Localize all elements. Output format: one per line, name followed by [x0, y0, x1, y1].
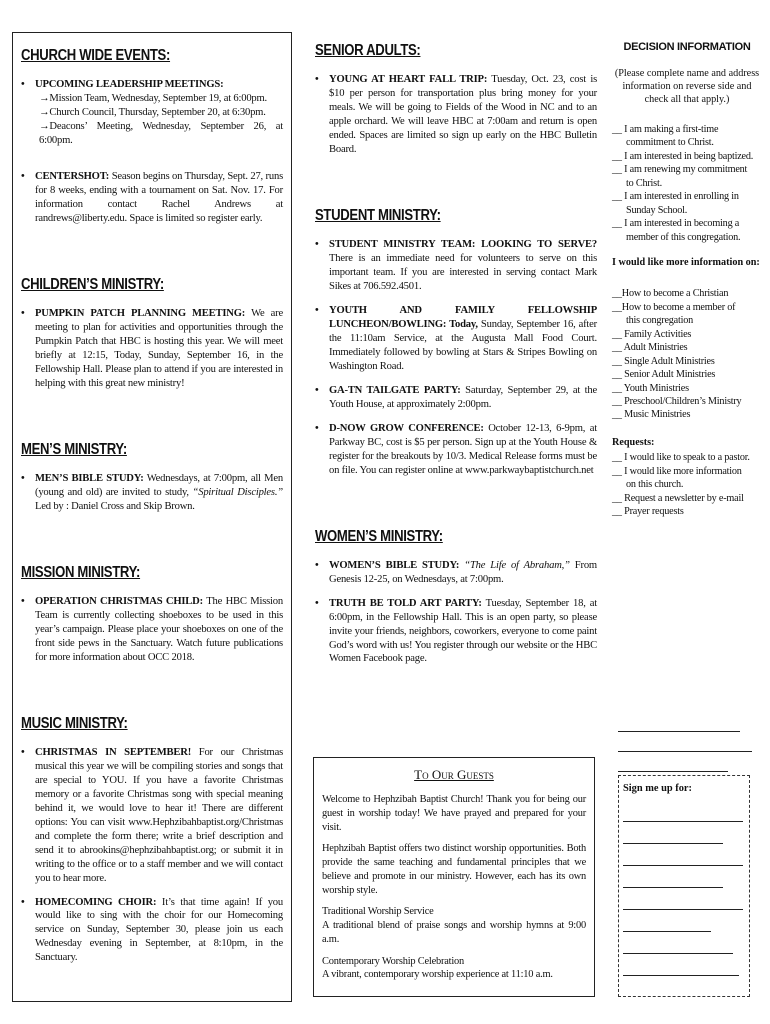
mens-bible-study-topic: “Spiritual Disciples.”: [192, 486, 283, 498]
signup-line[interactable]: [623, 932, 733, 954]
christmas-in-september-item: [21, 746, 283, 886]
christmas-title: CHRISTMAS IN SEPTEMBER!: [35, 746, 192, 758]
student-team-text: There is an immediate need for volunteers to serve on this important team. If you are interested in serving contact Mark Sikes at 706.592.4501.: [329, 253, 597, 292]
pumpkin-patch-title: PUMPKIN PATCH PLANNING MEETING:: [35, 307, 246, 319]
signup-line[interactable]: [623, 888, 743, 910]
operation-christmas-child-item: [21, 595, 283, 665]
info-checkbox-item-label: __ Preschool/Children’s Ministry: [612, 396, 742, 408]
decision-checkbox-item-label: __ I am interested in becoming a: [612, 218, 740, 230]
request-checkbox-item-label: __ Request a newsletter by e-mail: [612, 492, 744, 504]
requests-label: Requests:: [612, 436, 655, 448]
request-checkbox-item-label: __ I would like more information: [612, 465, 742, 477]
signup-line[interactable]: [623, 822, 723, 844]
art-party-text: Tuesday, September 18, at 6:00pm, in the Fellowship Hall. This is an open party, so please invite your friends, neighbors, coworkers, everyone to come paint God’s word with us! You register through our website or the HBC Women Facebook page.: [329, 597, 597, 665]
info-checkbox-item[interactable]: [612, 368, 762, 381]
request-checkbox-item-label: __ I would like to speak to a pastor.: [612, 452, 750, 464]
leadership-line: →Deacons’ Meeting, Wednesday, September 26, at 6:00pm.: [39, 121, 283, 146]
info-checkbox-item[interactable]: [612, 301, 762, 328]
decision-checkbox-item[interactable]: [612, 190, 762, 217]
decision-checkbox-item[interactable]: [612, 150, 762, 163]
womens-bible-study-topic: “The Life of Abraham,”: [464, 559, 570, 571]
guests-offers: Hephzibah Baptist offers two distinct worship opportunities. Both provide the same teaching and fundamental principles that we believe and promote in our ministry. However, each has its own worship style.: [322, 843, 586, 896]
bullet-icon: •: [315, 74, 319, 86]
dnow-item: [315, 422, 597, 478]
decision-checklist: [612, 123, 762, 244]
info-checkbox-item[interactable]: [612, 341, 762, 354]
decision-checkbox-item-label: __ I am interested in being baptized.: [612, 150, 754, 162]
student-team-item: [315, 238, 597, 294]
signup-line[interactable]: [623, 910, 711, 932]
request-checkbox-item[interactable]: [612, 451, 762, 464]
contemporary-service: [322, 955, 586, 982]
info-checkbox-item-label: __ Youth Ministries: [612, 382, 689, 394]
leadership-meetings-title: UPCOMING LEADERSHIP MEETINGS:: [35, 79, 224, 91]
sign-me-up-box: [618, 775, 750, 997]
sign-me-up-label: Sign me up for:: [623, 783, 692, 794]
prayer-line[interactable]: [618, 732, 752, 752]
bullet-icon: •: [21, 746, 25, 758]
leadership-meetings-item: [21, 78, 283, 148]
womens-bible-study-item: [315, 559, 597, 587]
music-ministry-heading: MUSIC MINISTRY:: [21, 714, 128, 732]
info-checkbox-item[interactable]: [612, 382, 762, 395]
info-checkbox-item[interactable]: [612, 395, 762, 408]
pumpkin-patch-text: We are meeting to plan for activities and opportunities through the Pumpkin Patch that HBC is hosting this year. We will meet briefly at 12:15, Today, Sunday, September 16, in the Fellowship Hall. Please plan to attend if you are interested in helping with this great new ministry!: [35, 307, 283, 389]
signup-line[interactable]: [623, 800, 743, 822]
info-checkbox-item-label: __ Single Adult Ministries: [612, 355, 715, 367]
left-column: [12, 32, 292, 1002]
choir-title: HOMECOMING CHOIR:: [35, 896, 157, 908]
info-checkbox-item-label: __How to become a member of: [612, 301, 736, 313]
womens-bible-study-text: From Genesis 12-25, on Wednesdays, at 7:00pm.: [329, 559, 597, 585]
childrens-ministry-heading: CHILDREN’S MINISTRY:: [21, 275, 164, 293]
bullet-icon: •: [315, 559, 319, 571]
bullet-icon: •: [21, 595, 25, 607]
decision-checkbox-item-label-cont: to Christ.: [626, 177, 662, 189]
bullet-icon: •: [21, 896, 25, 908]
prayer-request-lines: [618, 712, 752, 772]
pumpkin-patch-item: [21, 307, 283, 391]
decision-checkbox-item[interactable]: [612, 217, 762, 244]
guests-title: To Our Guests: [414, 767, 494, 782]
bullet-icon: •: [315, 422, 319, 434]
fall-trip-text: Tuesday, Oct. 23, cost is $10 per person for transportation plus bring money for your meals. We will be going to Fields of the Wood in NC and to an apple orchard. We will leave HBC at 7:00am and return is open ended. Spaces are limited so sign up early on the HBC Bulletin Board.: [329, 74, 597, 155]
info-checkbox-item-label-cont: this congregation: [626, 315, 694, 327]
decision-checkbox-item[interactable]: [612, 123, 762, 150]
mens-ministry-heading: MEN’S MINISTRY:: [21, 440, 127, 458]
request-checkbox-item[interactable]: [612, 465, 762, 492]
art-party-item: [315, 597, 597, 667]
request-checkbox-item[interactable]: [612, 492, 762, 505]
choir-text: It’s that time again! If you would like to sing with the choir for our Homecoming service on Sunday, September 30, please join us each Wednesday evening in September, at 8:10pm, in the Sanctuary.: [35, 896, 283, 964]
middle-column: [307, 32, 605, 676]
guests-box: [313, 757, 595, 997]
occ-title: OPERATION CHRISTMAS CHILD:: [35, 595, 203, 607]
decision-checkbox-item-label-cont: member of this congregation.: [626, 231, 741, 243]
info-checkbox-item[interactable]: [612, 408, 762, 421]
bullet-icon: •: [315, 304, 319, 316]
centershot-text: Season begins on Thursday, Sept. 27, runs for 8 weeks, ending with a tournament on Sat. Nov. 17. For information contact Rachel Andrews at randrews@liberty.edu. Space is limited so register early.: [35, 170, 283, 224]
tailgate-item: [315, 384, 597, 412]
occ-text: The HBC Mission Team is currently collecting shoeboxes to be used in this year’s campaign. Please place your shoeboxes on one of the front side pews in the Sanctuary. Watch future publications for more information about OCC 2018.: [35, 595, 283, 663]
decision-intro: (Please complete name and address information on reverse side and check all that apply.): [614, 67, 760, 106]
decision-checkbox-item-label: __ I am renewing my commitment: [612, 164, 748, 176]
request-checkbox-item-label-cont: on this church.: [626, 479, 684, 491]
request-checkbox-item-label: __ Prayer requests: [612, 506, 684, 518]
christmas-text: For our Christmas musical this year we will be compiling stories and songs that are special to YOU. If you have a favorite Christmas memory or a favorite Christmas song with special meaning behind it, we would love to hear it! There are different options: You can visit www.Hephzibahbaptist.org/Christmas and complete the form there; write a brief description and send it to abrookins@hephzibahbaptist.org; or submit it in writing to the office or to a staff member and we will contact you to hear more.: [35, 746, 283, 884]
guests-welcome: Welcome to Hephzibah Baptist Church! Thank you for being our guest in worship today! We have prayed and prepared for your visit.: [322, 794, 586, 833]
contemporary-service-desc: A vibrant, contemporary worship experience at 11:10 a.m.: [322, 969, 553, 981]
fall-trip-title: YOUNG AT HEART FALL TRIP:: [329, 74, 488, 86]
decision-title: DECISION INFORMATION: [623, 41, 751, 53]
info-checkbox-item-label: __ Family Activities: [612, 328, 692, 340]
luncheon-title: YOUTH AND FAMILY FELLOWSHIP LUNCHEON/BOWLING: Today,: [329, 304, 597, 330]
decision-checkbox-item-label-cont: commitment to Christ.: [626, 137, 714, 149]
decision-checkbox-item-label-cont: Sunday School.: [626, 204, 688, 216]
info-checkbox-item[interactable]: [612, 328, 762, 341]
mens-bible-study-title: MEN’S BIBLE STUDY:: [35, 472, 144, 484]
tailgate-text: Saturday, September 29, at the Youth House, at approximately 2:00pm.: [329, 384, 597, 410]
info-checkbox-item[interactable]: [612, 355, 762, 368]
mens-bible-study-leaders: Led by : Daniel Cross and Skip Brown.: [35, 500, 195, 512]
info-checkbox-item[interactable]: [612, 287, 762, 300]
traditional-service-desc: A traditional blend of praise songs and worship hymns at 9:00 a.m.: [322, 920, 586, 945]
decision-checkbox-item-label: __ I am making a first-time: [612, 123, 719, 135]
mens-bible-study-item: [21, 472, 283, 514]
info-checkbox-item-label: __ Senior Adult Ministries: [612, 369, 716, 381]
prayer-line[interactable]: [618, 712, 740, 732]
decision-checkbox-item-label: __ I am interested in enrolling in: [612, 191, 739, 203]
signup-line[interactable]: [623, 954, 739, 976]
more-info-checklist: [612, 287, 762, 422]
dnow-text: October 12-13, 6-9pm, at Parkway BC, cost is $5 per person. Sign up at the Youth House & register for the breakouts by 10/3. Medical Release forms must be on file. You can register online at www.parkwaybaptistchurch.net: [329, 422, 597, 476]
decision-checkbox-item[interactable]: [612, 163, 762, 190]
request-checkbox-item[interactable]: [612, 505, 762, 518]
luncheon-text: Sunday, September 16, after the 11:10am Service, at the Augusta Mall Food Court. Immediately followed by bowling at Stars & Stripes Bowling on Washington Road.: [329, 318, 597, 372]
contemporary-service-name: Contemporary Worship Celebration: [322, 955, 465, 967]
traditional-service: [322, 905, 586, 946]
bullet-icon: •: [21, 472, 25, 484]
fall-trip-item: [315, 73, 597, 157]
info-checkbox-item-label: __ Adult Ministries: [612, 342, 688, 354]
bullet-icon: •: [315, 239, 319, 251]
church-wide-events-heading: CHURCH WIDE EVENTS:: [21, 47, 171, 64]
tailgate-title: GA-TN TAILGATE PARTY:: [329, 384, 461, 396]
bullet-icon: •: [21, 170, 25, 182]
signup-line[interactable]: [623, 866, 723, 888]
bullet-icon: •: [315, 597, 319, 609]
homecoming-choir-item: [21, 896, 283, 966]
requests-checklist: [612, 451, 762, 518]
signup-line[interactable]: [623, 844, 743, 866]
student-team-title: STUDENT MINISTRY TEAM: LOOKING TO SERVE?: [329, 239, 597, 251]
leadership-line: →Mission Team, Wednesday, September 19, at 6:00pm.: [39, 93, 268, 105]
bullet-icon: •: [21, 79, 25, 91]
centershot-item: [21, 170, 283, 226]
senior-adults-heading: SENIOR ADULTS:: [315, 42, 421, 59]
info-checkbox-item-label: __ Music Ministries: [612, 409, 691, 421]
dnow-title: D-NOW GROW CONFERENCE:: [329, 422, 484, 434]
traditional-service-name: Traditional Worship Service: [322, 906, 434, 918]
bullet-icon: •: [315, 384, 319, 396]
prayer-line[interactable]: [618, 752, 728, 772]
art-party-title: TRUTH BE TOLD ART PARTY:: [329, 597, 482, 609]
mens-bible-study-text: Wednesdays, at 7:00pm, all Men (young and old) are invited to study,: [35, 472, 283, 498]
bullet-icon: •: [21, 307, 25, 319]
womens-bible-study-title: WOMEN’S BIBLE STUDY:: [329, 559, 460, 571]
info-checkbox-item-label: __How to become a Christian: [612, 288, 729, 300]
more-info-label: I would like more information on:: [612, 256, 760, 268]
student-ministry-heading: STUDENT MINISTRY:: [315, 206, 441, 224]
luncheon-bowling-item: [315, 304, 597, 374]
womens-ministry-heading: WOMEN’S MINISTRY:: [315, 527, 443, 545]
mission-ministry-heading: MISSION MINISTRY:: [21, 563, 141, 581]
decision-card: [612, 40, 762, 519]
leadership-line: →Church Council, Thursday, September 20, at 6:30pm.: [39, 107, 266, 119]
centershot-title: CENTERSHOT:: [35, 170, 110, 182]
